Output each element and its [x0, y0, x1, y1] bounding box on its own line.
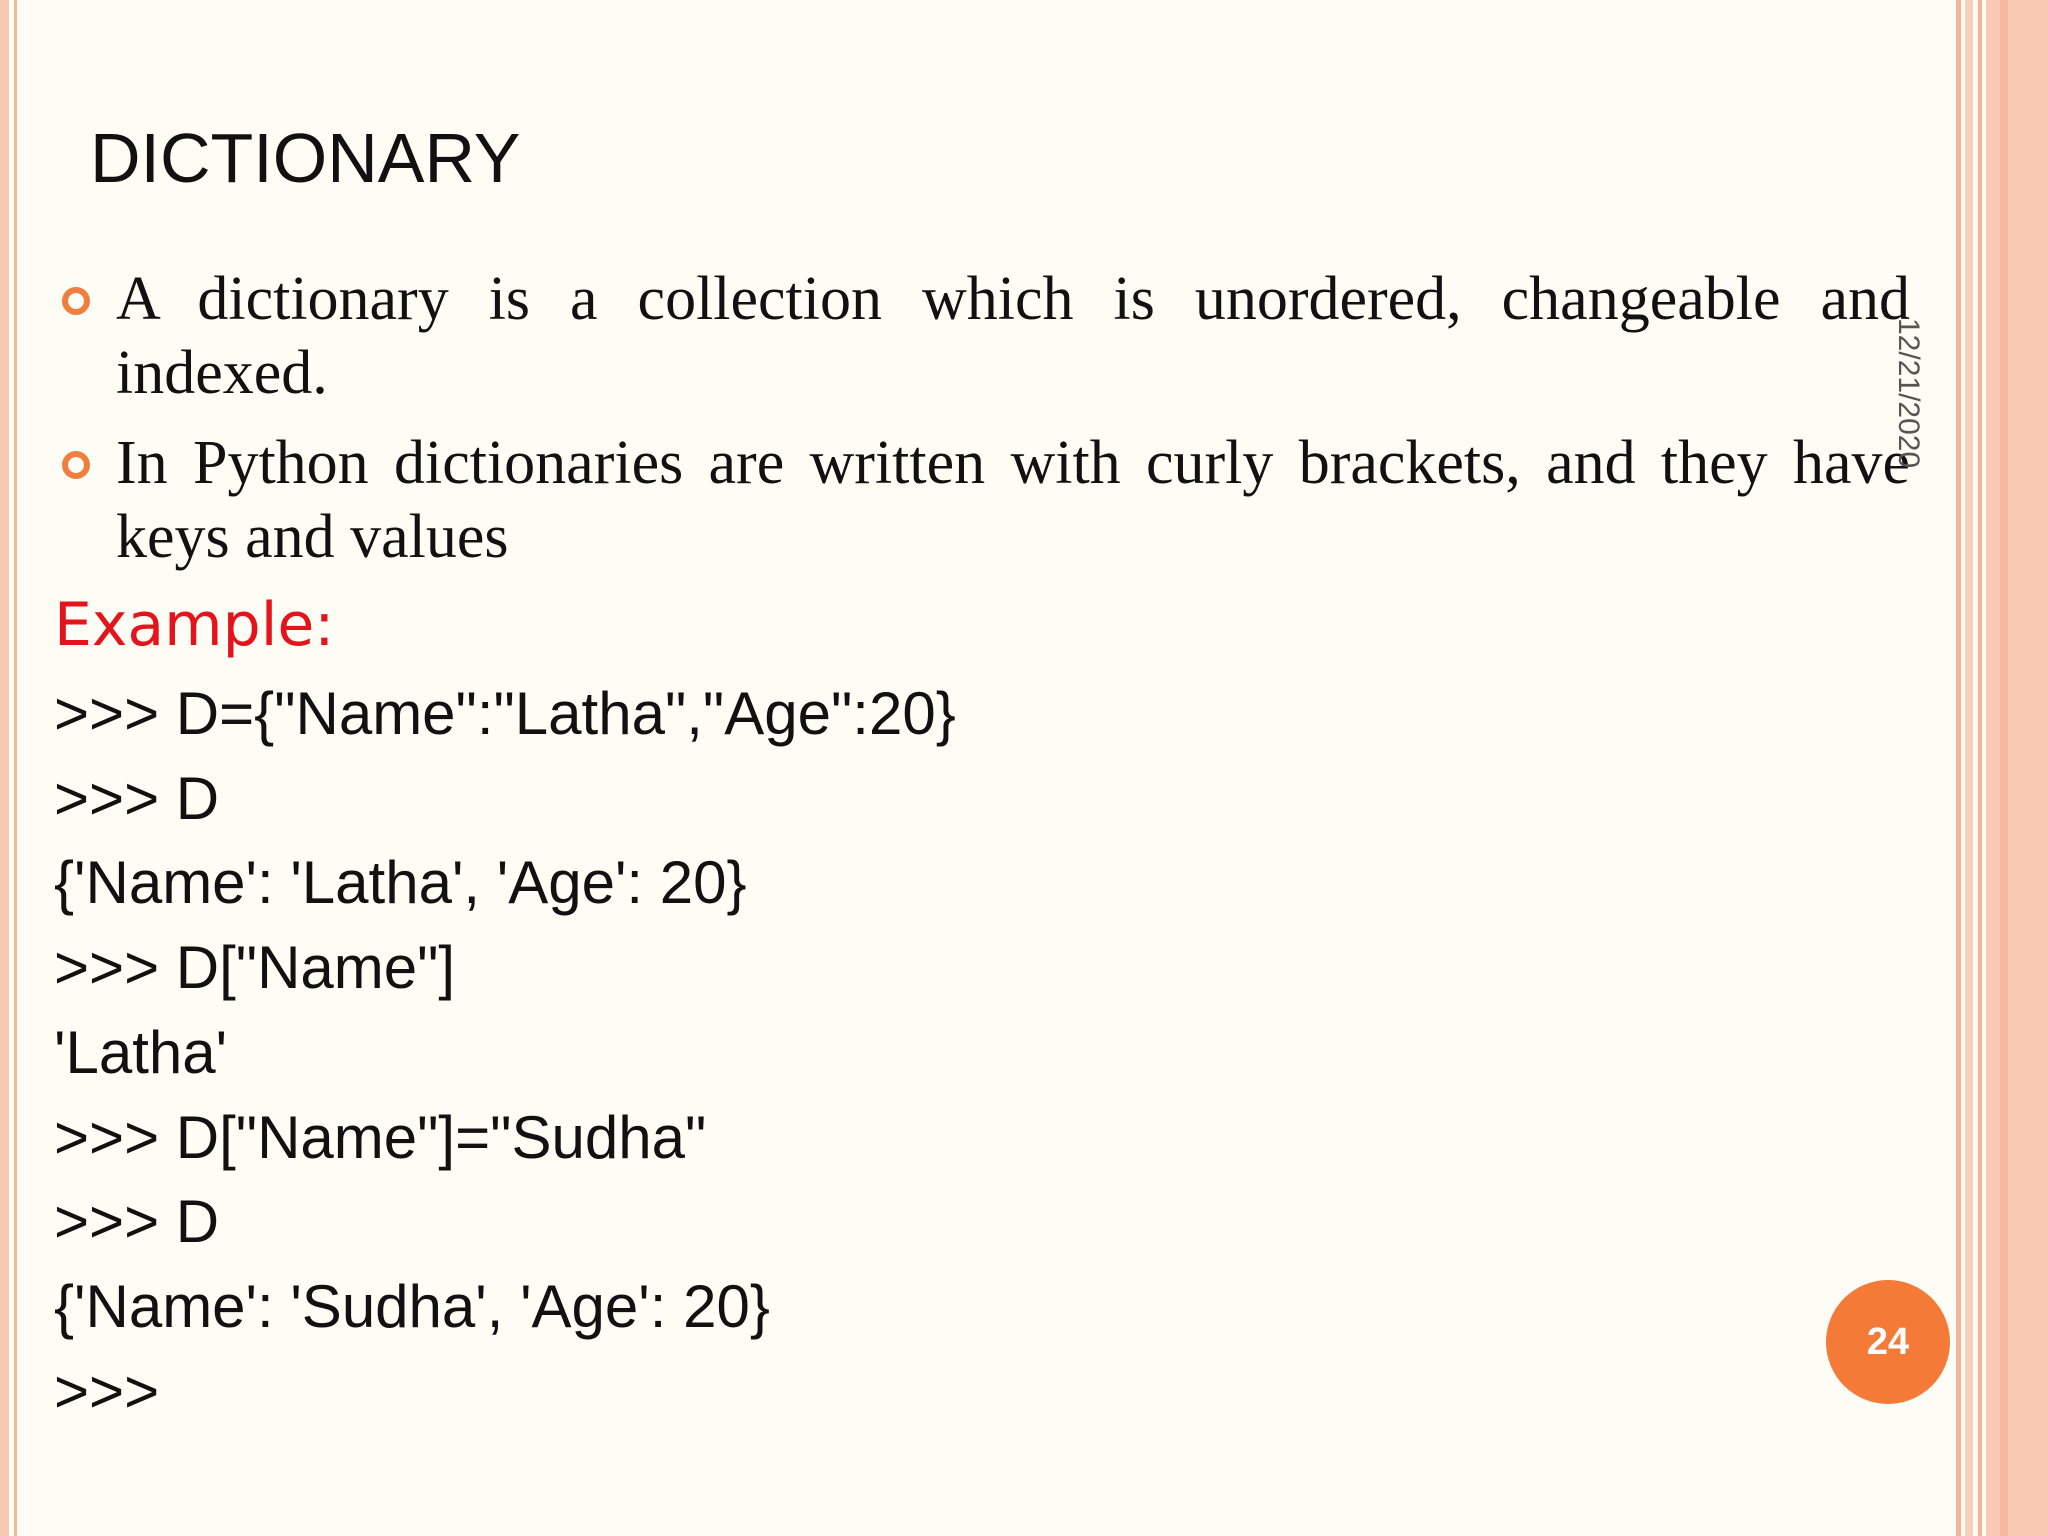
bullet-list	[56, 262, 1910, 590]
bullet-item	[56, 426, 1910, 574]
left-border-stripe	[0, 0, 9, 1536]
right-border-line	[2000, 0, 2008, 1536]
right-border-band	[1986, 0, 2048, 1536]
left-border-line	[14, 0, 17, 1536]
code-line: 'Latha'	[54, 1018, 228, 1086]
bullet-text: A dictionary is a collection which is unordered, changeable and indexed.	[116, 265, 1910, 407]
bullet-text: In Python dictionaries are written with curly brackets, and they have keys and values	[116, 429, 1910, 571]
right-border-stripe	[1965, 0, 1973, 1536]
example-label: Example:	[54, 590, 335, 660]
code-line: >>> D["Name"]="Sudha"	[54, 1103, 707, 1171]
code-line: >>> D	[54, 764, 220, 832]
bullet-item	[56, 262, 1910, 410]
right-border-line	[1956, 0, 1961, 1536]
page-number: 24	[1866, 1320, 1910, 1363]
code-line: >>>	[54, 1357, 160, 1425]
code-line: {'Name': 'Latha', 'Age': 20}	[54, 849, 747, 917]
page-number-badge	[1826, 1280, 1950, 1404]
right-border-line	[1978, 0, 1982, 1536]
code-line: >>> D={"Name":"Latha","Age":20}	[54, 680, 956, 747]
hollow-circle-bullet-icon	[62, 287, 90, 315]
slide-title: DICTIONARY	[90, 119, 521, 197]
slide-date: 12/21/2020	[1892, 318, 1925, 469]
code-example	[54, 672, 956, 1434]
code-line: >>> D["Name"]	[54, 934, 456, 1002]
code-line: >>> D	[54, 1188, 220, 1256]
hollow-circle-bullet-icon	[62, 451, 90, 479]
code-line: {'Name': 'Sudha', 'Age': 20}	[54, 1272, 770, 1340]
